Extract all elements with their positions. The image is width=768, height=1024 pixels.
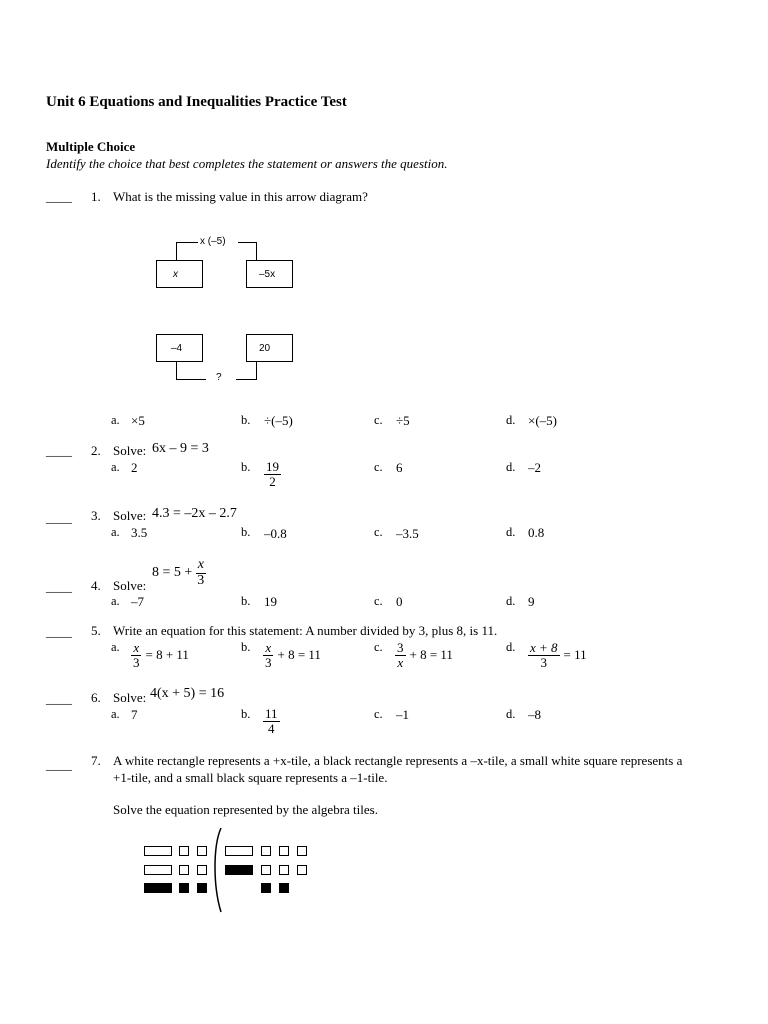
answer-blank[interactable]: ____ bbox=[46, 443, 72, 458]
section-heading: Multiple Choice bbox=[46, 139, 136, 154]
option-d[interactable]: 9 bbox=[528, 594, 535, 609]
question-text: Solve: bbox=[113, 508, 147, 523]
option-letter: c. bbox=[374, 640, 383, 654]
option-letter: d. bbox=[506, 460, 516, 474]
option-c[interactable]: –3.5 bbox=[396, 526, 419, 541]
positive-unit-tile bbox=[279, 846, 289, 856]
option-letter: d. bbox=[506, 413, 516, 427]
missing-value-label: ? bbox=[216, 372, 222, 383]
equals-divider bbox=[212, 826, 224, 914]
option-letter: c. bbox=[374, 525, 383, 539]
option-letter: b. bbox=[241, 640, 251, 654]
numerator: x + 8 bbox=[530, 640, 558, 655]
option-letter: c. bbox=[374, 707, 383, 721]
denominator: 3 bbox=[197, 572, 205, 588]
answer-blank[interactable]: ____ bbox=[46, 189, 72, 204]
question-number: 3. bbox=[91, 508, 101, 523]
question-text-line-1: A white rectangle represents a +x-tile, a black rectangle represents a –x-tile, a small white square represents a bbox=[113, 753, 683, 768]
positive-unit-tile bbox=[179, 846, 189, 856]
option-d[interactable]: ×(–5) bbox=[528, 413, 557, 428]
denominator: 3 bbox=[133, 654, 140, 670]
diagram-box-x: x bbox=[156, 260, 203, 288]
option-letter: a. bbox=[111, 640, 120, 654]
denominator: 3 bbox=[540, 654, 548, 670]
page-title: Unit 6 Equations and Inequalities Practice Test bbox=[46, 94, 347, 110]
question-text: Solve: bbox=[113, 690, 147, 705]
answer-blank[interactable]: ____ bbox=[46, 624, 72, 639]
question-text: What is the missing value in this arrow diagram? bbox=[113, 189, 368, 204]
negative-x-tile bbox=[225, 865, 253, 875]
option-b[interactable]: 19 bbox=[264, 594, 277, 609]
diagram-box-neg5x: –5x bbox=[246, 260, 293, 288]
option-b[interactable]: –0.8 bbox=[264, 526, 287, 541]
option-letter: d. bbox=[506, 525, 516, 539]
option-d[interactable] bbox=[528, 641, 587, 669]
option-letter: a. bbox=[111, 707, 120, 721]
option-letter: d. bbox=[506, 594, 516, 608]
question-number: 2. bbox=[91, 443, 101, 458]
negative-unit-tile bbox=[279, 883, 289, 893]
option-letter: b. bbox=[241, 460, 251, 474]
option-letter: d. bbox=[506, 640, 516, 654]
question-text-line-2: +1-tile, and a small black square represents a –1-tile. bbox=[113, 770, 388, 785]
numerator: 11 bbox=[265, 706, 278, 721]
instructions: Identify the choice that best completes the statement or answers the question. bbox=[46, 156, 448, 171]
question-text: Solve: bbox=[113, 578, 147, 593]
negative-x-tile bbox=[144, 883, 172, 893]
positive-unit-tile bbox=[279, 865, 289, 875]
equation: 4.3 = –2x – 2.7 bbox=[152, 506, 237, 521]
positive-unit-tile bbox=[297, 865, 307, 875]
option-letter: d. bbox=[506, 707, 516, 721]
denominator: 4 bbox=[268, 720, 275, 736]
diagram-box-20: 20 bbox=[246, 334, 293, 362]
option-a[interactable]: ×5 bbox=[131, 413, 145, 428]
option-letter: a. bbox=[111, 413, 120, 427]
option-letter: b. bbox=[241, 525, 251, 539]
option-d[interactable]: –2 bbox=[528, 460, 541, 475]
answer-blank[interactable]: ____ bbox=[46, 510, 72, 525]
option-d[interactable]: 0.8 bbox=[528, 525, 545, 540]
option-b[interactable] bbox=[263, 707, 280, 735]
numerator: 3 bbox=[397, 640, 404, 655]
denominator: 3 bbox=[265, 654, 272, 670]
question-number: 5. bbox=[91, 623, 101, 638]
positive-unit-tile bbox=[297, 846, 307, 856]
negative-unit-tile bbox=[197, 883, 207, 893]
denominator: 2 bbox=[269, 473, 276, 489]
option-letter: a. bbox=[111, 460, 120, 474]
denominator: x bbox=[397, 654, 404, 670]
question-number: 7. bbox=[91, 753, 101, 768]
numerator: x bbox=[133, 640, 140, 655]
option-b[interactable]: ÷(–5) bbox=[264, 413, 293, 428]
option-c[interactable]: ÷5 bbox=[396, 413, 410, 428]
positive-x-tile bbox=[144, 865, 172, 875]
option-a[interactable] bbox=[131, 641, 189, 669]
equation: 6x – 9 = 3 bbox=[152, 441, 209, 456]
option-a[interactable]: –7 bbox=[131, 594, 144, 609]
option-letter: b. bbox=[241, 594, 251, 608]
option-c[interactable]: –1 bbox=[396, 707, 409, 722]
option-a-rest: = 8 + 11 bbox=[145, 647, 189, 663]
positive-x-tile bbox=[225, 846, 253, 856]
option-letter: c. bbox=[374, 460, 383, 474]
option-a[interactable]: 2 bbox=[131, 460, 138, 475]
option-c[interactable]: 6 bbox=[396, 460, 403, 475]
question-text-line-3: Solve the equation represented by the algebra tiles. bbox=[113, 802, 378, 817]
option-b[interactable] bbox=[263, 641, 321, 669]
answer-blank[interactable]: ____ bbox=[46, 757, 72, 772]
positive-unit-tile bbox=[197, 865, 207, 875]
equation: 4(x + 5) = 16 bbox=[150, 686, 225, 701]
numerator: 19 bbox=[266, 459, 279, 474]
positive-unit-tile bbox=[261, 865, 271, 875]
diagram-box-neg4: –4 bbox=[156, 334, 203, 362]
option-letter: a. bbox=[111, 594, 120, 608]
equation bbox=[152, 558, 206, 588]
question-number: 6. bbox=[91, 690, 101, 705]
top-operation-label: x (–5) bbox=[200, 236, 226, 247]
question-number: 1. bbox=[91, 189, 101, 204]
positive-unit-tile bbox=[261, 846, 271, 856]
option-a[interactable]: 3.5 bbox=[131, 525, 148, 540]
option-letter: a. bbox=[111, 525, 120, 539]
answer-blank[interactable]: ____ bbox=[46, 579, 72, 594]
question-text: Solve: bbox=[113, 443, 147, 458]
negative-unit-tile bbox=[261, 883, 271, 893]
option-letter: b. bbox=[241, 707, 251, 721]
numerator: x bbox=[197, 557, 204, 572]
option-letter: b. bbox=[241, 413, 251, 427]
positive-unit-tile bbox=[179, 865, 189, 875]
option-b[interactable] bbox=[264, 460, 281, 488]
negative-unit-tile bbox=[179, 883, 189, 893]
option-d-rest: = 11 bbox=[563, 647, 587, 663]
option-c[interactable] bbox=[395, 641, 453, 669]
question-number: 4. bbox=[91, 578, 101, 593]
option-c[interactable]: 0 bbox=[396, 594, 403, 609]
option-d[interactable]: –8 bbox=[528, 707, 541, 722]
numerator: x bbox=[265, 640, 272, 655]
option-letter: c. bbox=[374, 594, 383, 608]
equation-left: 8 = 5 + bbox=[152, 565, 193, 581]
option-b-rest: + 8 = 11 bbox=[277, 647, 321, 663]
answer-blank[interactable]: ____ bbox=[46, 691, 72, 706]
option-a[interactable]: 7 bbox=[131, 707, 138, 722]
option-letter: c. bbox=[374, 413, 383, 427]
positive-unit-tile bbox=[197, 846, 207, 856]
question-text: Write an equation for this statement: A number divided by 3, plus 8, is 11. bbox=[113, 623, 498, 638]
option-c-rest: + 8 = 11 bbox=[409, 647, 453, 663]
positive-x-tile bbox=[144, 846, 172, 856]
